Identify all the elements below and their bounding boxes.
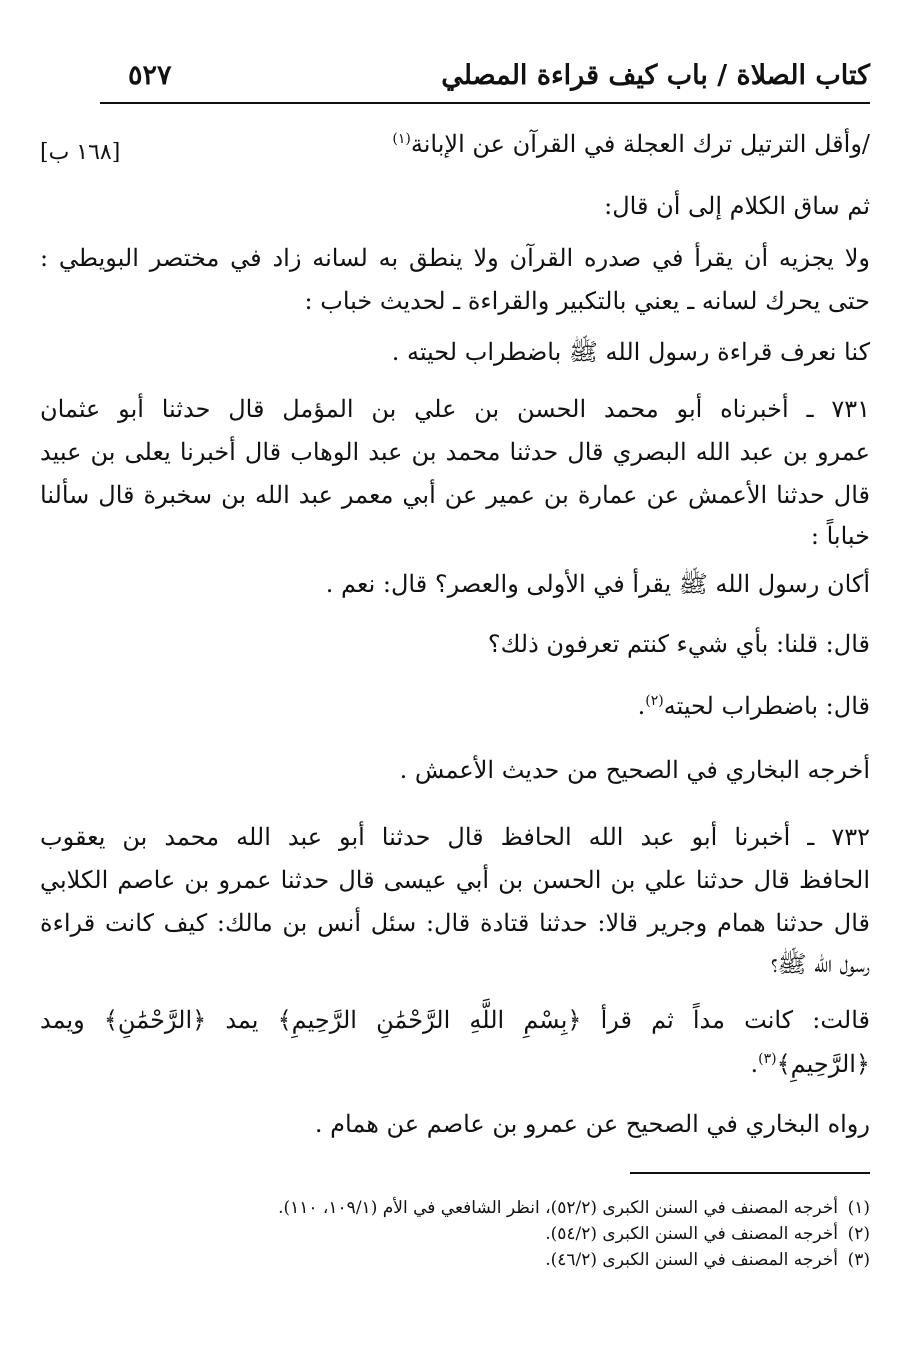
text-line	[392, 130, 870, 159]
text-line: أكان رسول الله ﷺ يقرأ في الأولى والعصر؟ قال: نعم .	[325, 570, 870, 598]
text-line	[750, 1050, 870, 1079]
running-title: كتاب الصلاة / باب كيف قراءة المصلي	[441, 60, 870, 91]
hadith-732-line: ٧٣٢ ـ أخبرنا أبو عبد الله الحافظ قال حدثنا أبو عبد الله محمد بن يعقوب	[40, 823, 870, 851]
footnote	[278, 1198, 870, 1218]
footnote-number: (٣)	[847, 1250, 870, 1270]
footnote	[545, 1224, 870, 1244]
footnote-number: (٢)	[847, 1224, 870, 1244]
footnote-rule	[630, 1172, 870, 1174]
text-span: .	[750, 1050, 759, 1078]
footnote-text: أخرجه المصنف في السنن الكبرى (٥٢/٢)، انظر الشافعي في الأم (١٠٩/١، ١١٠).	[278, 1198, 838, 1218]
folio-margin-note: [١٦٨ ب]	[40, 140, 121, 165]
text-line: كنا نعرف قراءة رسول الله ﷺ باضطراب لحيته .	[391, 338, 870, 366]
text-line: ولا يجزيه أن يقرأ في صدره القرآن ولا ينطق به لسانه زاد في مختصر البويطي :	[40, 244, 870, 272]
footnote-ref-2: (٢)	[645, 693, 664, 709]
footnote-ref-3: (٣)	[758, 1051, 777, 1067]
hadith-731-line: ٧٣١ ـ أخبرناه أبو محمد الحسن بن علي بن المؤمل قال حدثنا أبو عثمان	[40, 395, 870, 423]
header-rule	[100, 102, 870, 104]
text-line: قالت: كانت مداً ثم قرأ ﴿بِسْمِ اللَّهِ الرَّحْمَٰنِ الرَّحِيمِ﴾ يمد ﴿الرَّحْمَٰنِ﴾ ويمد	[40, 1006, 870, 1034]
hadith-731-line: عمرو بن عبد الله البصري قال حدثنا محمد بن عبد الوهاب قال أخبرنا يعلى بن عبيد	[40, 438, 870, 466]
page-number: ٥٢٧	[128, 60, 172, 91]
footnote-text: أخرجه المصنف في السنن الكبرى (٤٦/٢).	[545, 1250, 838, 1270]
hadith-732-line: الحافظ قال حدثنا علي بن الحسن بن أبي عيسى قال حدثنا عمرو بن عاصم الكلابي	[40, 866, 870, 894]
text-line: رواه البخاري في الصحيح عن عمرو بن عاصم عن همام .	[314, 1110, 870, 1138]
page-header	[100, 58, 870, 104]
text-line: ثم ساق الكلام إلى أن قال:	[604, 192, 870, 220]
hadith-732-line: قال حدثنا همام وجرير قالا: حدثنا قتادة قال: سئل أنس بن مالك: كيف كانت قراءة	[40, 909, 870, 937]
footnote-text: أخرجه المصنف في السنن الكبرى (٥٤/٢).	[545, 1224, 838, 1244]
footnote	[545, 1250, 870, 1270]
text-line: حتى يحرك لسانه ـ يعني بالتكبير والقراءة ـ لحديث خباب :	[304, 287, 870, 315]
text-line	[638, 692, 870, 721]
hadith-732-line: رسول الله ﷺ؟	[770, 950, 870, 978]
footnote-ref-1: (١)	[392, 131, 411, 147]
text-line: أخرجه البخاري في الصحيح من حديث الأعمش .	[399, 756, 870, 784]
footnote-number: (١)	[847, 1198, 870, 1218]
hadith-731-line: قال حدثنا الأعمش عن عمارة بن عمير عن أبي معمر عبد الله بن سخبرة قال سألنا	[40, 481, 870, 509]
text-span: قال: باضطراب لحيته	[663, 692, 870, 720]
text-line: قال: قلنا: بأي شيء كنتم تعرفون ذلك؟	[487, 630, 870, 658]
text-span: /وأقل الترتيل ترك العجلة في القرآن عن الإبانة	[410, 130, 870, 158]
text-span: ﴿الرَّحِيمِ﴾	[776, 1050, 870, 1078]
hadith-731-line: خباباً :	[810, 522, 870, 550]
text-span: .	[637, 692, 646, 720]
